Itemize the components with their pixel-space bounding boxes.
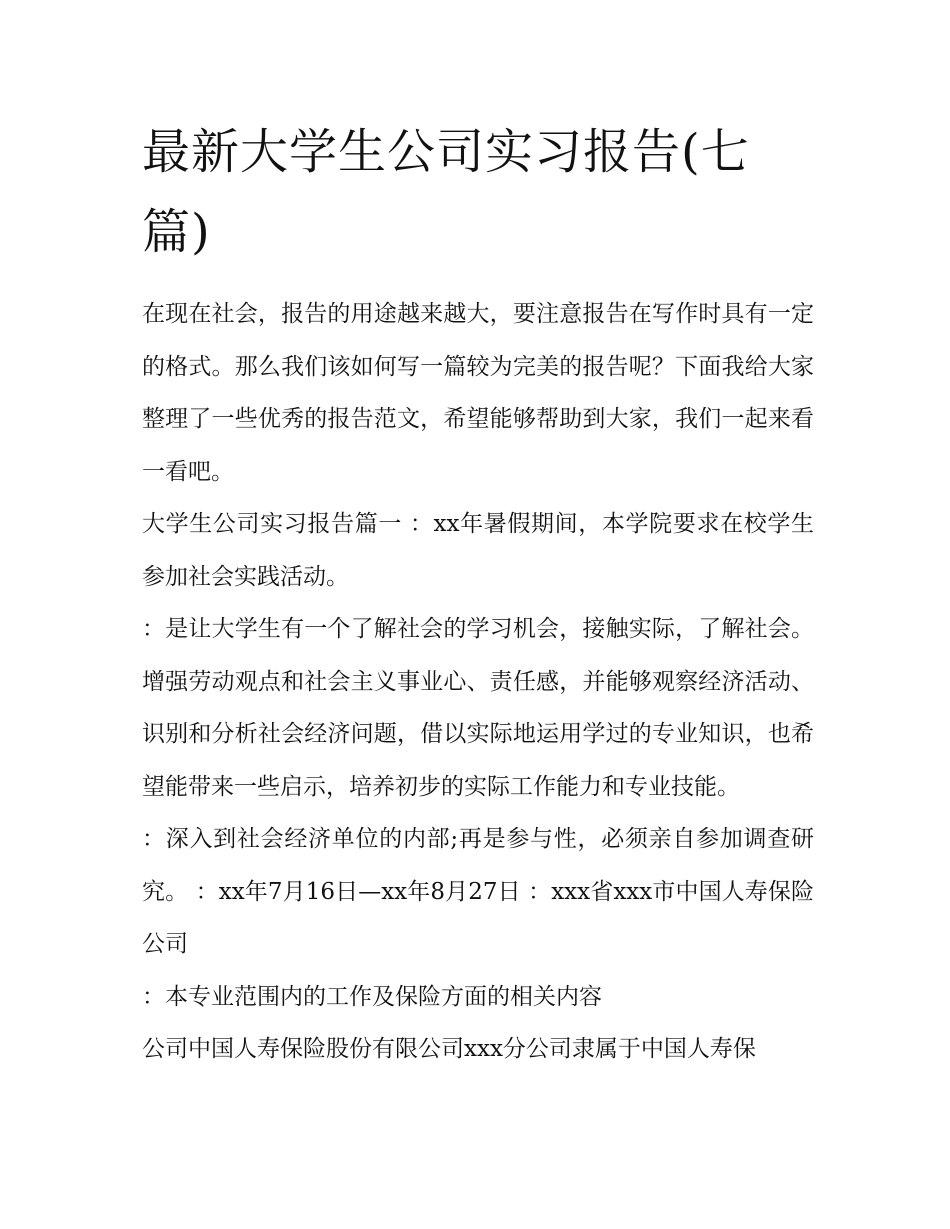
intro-paragraph: 在现在社会，报告的用途越来越大，要注意报告在写作时具有一定的格式。那么我们该如何写一篇较为完美的报告呢？下面我给大家整理了一些优秀的报告范文，希望能够帮助到大家，我们一起来看一看吧。 [142,301,814,485]
purpose-paragraph: ：是让大学生有一个了解社会的学习机会，接触实际，了解社会。增强劳动观点和社会主义事业心、责任感，并能够观察经济活动、识别和分析社会经济问题，借以实际地运用学过的专业知识，也希望能带来一些启示，培养初步的实际工作能力和专业技能。 [142,616,814,800]
method-time-place-paragraph: ：深入到社会经济单位的内部;再是参与性，必须亲自参加调查研究。 ：xx年7月16日—xx年8月27日 ：xxx省xxx市中国人寿保险公司 [142,826,814,957]
content-paragraph: ：本专业范围内的工作及保险方面的相关内容 [142,983,602,1010]
chapter-one-intro-paragraph: 大学生公司实习报告篇一 ：xx年暑假期间，本学院要求在校学生参加社会实践活动。 [142,511,814,590]
document-title: 最新大学生公司实习报告(七篇) [142,124,750,260]
company-paragraph: 公司中国人寿保险股份有限公司xxx分公司隶属于中国人寿保 [142,1036,756,1062]
document-page [142,112,814,1076]
